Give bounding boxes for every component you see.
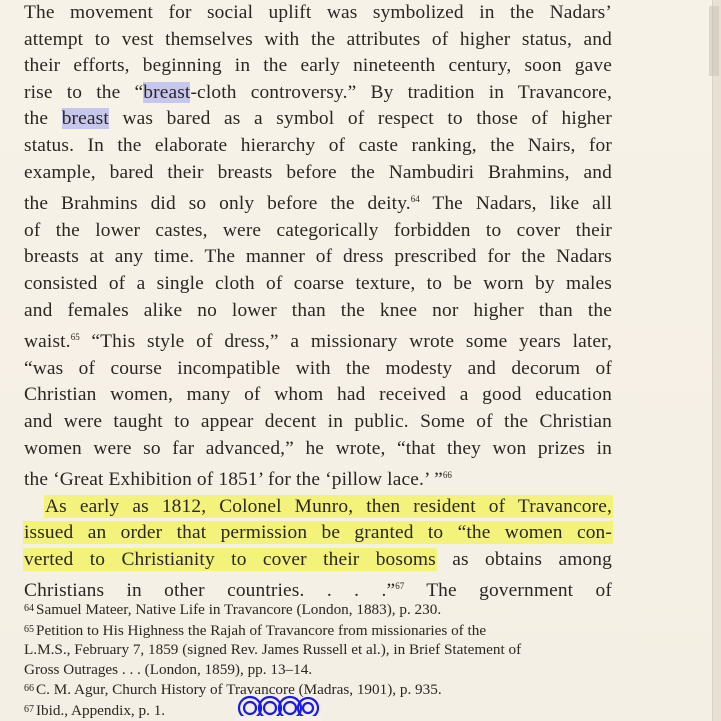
text-line: of the lower castes, were categorically forbidden to cover their bbox=[24, 219, 612, 241]
text-line: waist.$^{65}$ “This style of dress,” a missionary wrote some years later, bbox=[24, 331, 612, 353]
text-line: rise to the “breast-cloth controversy.” By tradition in Travancore, bbox=[24, 81, 612, 103]
search-highlight[interactable]: breast bbox=[143, 81, 191, 103]
marker-highlight[interactable]: verted to Christianity to cover their bosoms bbox=[24, 548, 436, 570]
footnote: 66 C. M. Agur, Church History of Travancore (Madras, 1901), p. 935. bbox=[24, 681, 442, 699]
text-line: and females alike no lower than the knee nor higher than the bbox=[24, 299, 612, 321]
text-line: Christian women, many of whom had received a good education bbox=[24, 384, 612, 406]
marker-highlight[interactable]: As early as 1812, Colonel Munro, then resident of Travancore, bbox=[45, 495, 612, 517]
footnote: 64 Samuel Mateer, Native Life in Travancore (London, 1883), p. 230. bbox=[24, 601, 442, 618]
text-line: the Brahmins did so only before the deity.$^{64}$ The Nadars, like all bbox=[24, 193, 612, 215]
watermark-logo-icon bbox=[236, 694, 322, 721]
text-line: verted to Christianity to cover their bosoms as obtains among bbox=[24, 548, 612, 570]
text-line: “was of course incompatible with the modesty and decorum of bbox=[24, 357, 612, 379]
text-line: example, bared their breasts before the Nambudiri Brahmins, and bbox=[24, 161, 612, 183]
footnote-continuation: L.M.S., February 7, 1859 (signed Rev. James Russell et al.), in Brief Statement of bbox=[24, 641, 522, 659]
text-line: Christians in other countries. . . .”$^{67}$ The government of bbox=[24, 580, 612, 602]
text-line bbox=[24, 520, 612, 547]
footnote: 67 Ibid., Appendix, p. 1. bbox=[24, 701, 166, 719]
footnote-ref: 66 bbox=[442, 470, 452, 481]
footnote-continuation: Gross Outrages . . . (London, 1859), pp. 13–14. bbox=[24, 660, 313, 678]
text-line: and were taught to appear decent in public. Some of the Christian bbox=[24, 410, 612, 432]
scrollbar-shadow bbox=[709, 6, 719, 76]
text-line bbox=[24, 494, 612, 521]
marker-highlight[interactable]: issued an order that permission be granted to “the women con- bbox=[24, 522, 612, 544]
main-paragraph bbox=[24, 0, 612, 605]
footnote-ref: 64 bbox=[410, 194, 420, 205]
text-line: consisted of a single cloth of coarse texture, to be worn by males bbox=[24, 272, 612, 294]
footnote-ref: 65 bbox=[70, 332, 80, 343]
footnote: 65 Petition to His Highness the Rajah of Travancore from missionaries of the bbox=[24, 621, 487, 639]
text-line: status. In the elaborate hierarchy of caste ranking, the Nairs, for bbox=[24, 134, 612, 156]
text-line: their efforts, beginning in the early nineteenth century, soon gave bbox=[24, 55, 612, 77]
text-line: attempt to vest themselves with the attributes of higher status, and bbox=[24, 28, 612, 50]
search-highlight[interactable]: breast bbox=[61, 108, 109, 130]
text-line: The movement for social uplift was symbolized in the Nadars’ bbox=[24, 2, 612, 23]
text-line: women were so far advanced,” he wrote, “that they won prizes in bbox=[24, 437, 612, 459]
footnote-ref: 67 bbox=[395, 581, 405, 592]
text-line: breasts at any time. The manner of dress prescribed for the Nadars bbox=[24, 246, 612, 268]
text-line: the breast was bared as a symbol of respect to those of higher bbox=[24, 108, 612, 130]
page-edge bbox=[712, 0, 721, 721]
text-line: the ‘Great Exhibition of 1851’ for the ‘pillow lace.’ ”$^{66}$ bbox=[24, 469, 452, 491]
